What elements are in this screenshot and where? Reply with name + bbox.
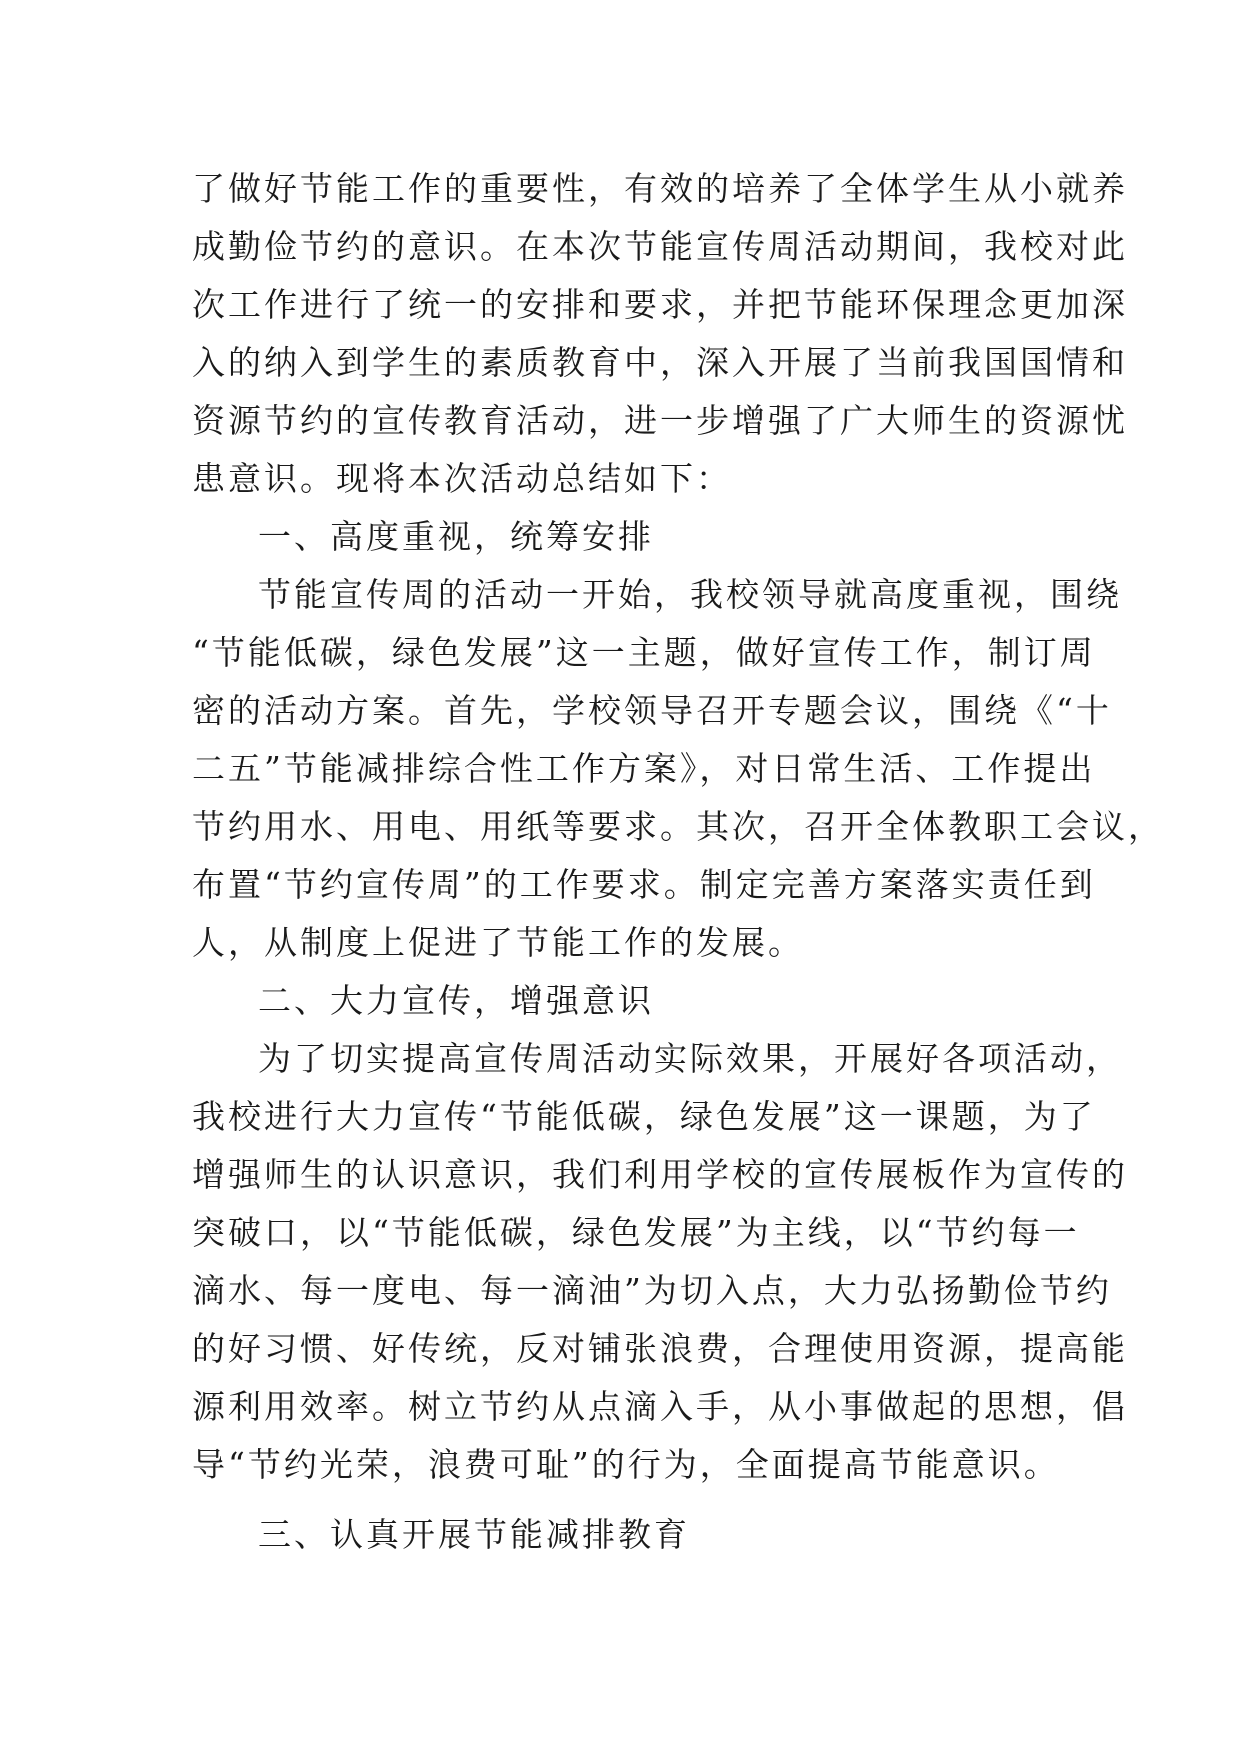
body-line: 突破口，以“节能低碳，绿色发展”为主线，以“节约每一: [192, 1213, 1080, 1252]
body-line: 我校进行大力宣传“节能低碳，绿色发展”这一课题，为了: [192, 1097, 1096, 1136]
body-line: 人，从制度上促进了节能工作的发展。: [192, 923, 804, 962]
body-line: 二五”节能减排综合性工作方案》，对日常生活、工作提出: [192, 749, 1096, 788]
paragraph-gap: [192, 1494, 1050, 1506]
body-line: 成勤俭节约的意识。在本次节能宣传周活动期间，我校对此: [192, 227, 1128, 266]
body-line: 密的活动方案。首先，学校领导召开专题会议，围绕《“十: [192, 691, 1112, 730]
body-line: 为了切实提高宣传周活动实际效果，开展好各项活动，: [258, 1039, 1122, 1078]
body-line: 节能宣传周的活动一开始，我校领导就高度重视，围绕: [258, 575, 1122, 614]
section-heading: 一、高度重视，统筹安排: [258, 517, 654, 556]
body-line: 入的纳入到学生的素质教育中，深入开展了当前我国国情和: [192, 343, 1128, 382]
body-line: 源利用效率。树立节约从点滴入手，从小事做起的思想，倡: [192, 1387, 1128, 1426]
body-line: 布置“节约宣传周”的工作要求。制定完善方案落实责任到: [192, 865, 1096, 904]
body-line: “节能低碳，绿色发展”这一主题，做好宣传工作，制订周: [192, 633, 1096, 672]
section-heading: 二、大力宣传，增强意识: [258, 981, 654, 1020]
body-line: 节约用水、用电、用纸等要求。其次，召开全体教职工会议，: [192, 807, 1164, 846]
body-line: 导“节约光荣，浪费可耻”的行为，全面提高节能意识。: [192, 1445, 1060, 1484]
body-line: 患意识。现将本次活动总结如下：: [192, 459, 732, 498]
body-line: 增强师生的认识意识，我们利用学校的宣传展板作为宣传的: [192, 1155, 1128, 1194]
body-line: 的好习惯、好传统，反对铺张浪费，合理使用资源，提高能: [192, 1329, 1128, 1368]
section-heading: 三、认真开展节能减排教育: [258, 1515, 690, 1554]
body-line: 次工作进行了统一的安排和要求，并把节能环保理念更加深: [192, 285, 1128, 324]
document-body: [192, 160, 1164, 1564]
body-line: 滴水、每一度电、每一滴油”为切入点，大力弘扬勤俭节约: [192, 1271, 1112, 1310]
body-line: 资源节约的宣传教育活动，进一步增强了广大师生的资源忧: [192, 401, 1128, 440]
body-line: 了做好节能工作的重要性，有效的培养了全体学生从小就养: [192, 169, 1128, 208]
